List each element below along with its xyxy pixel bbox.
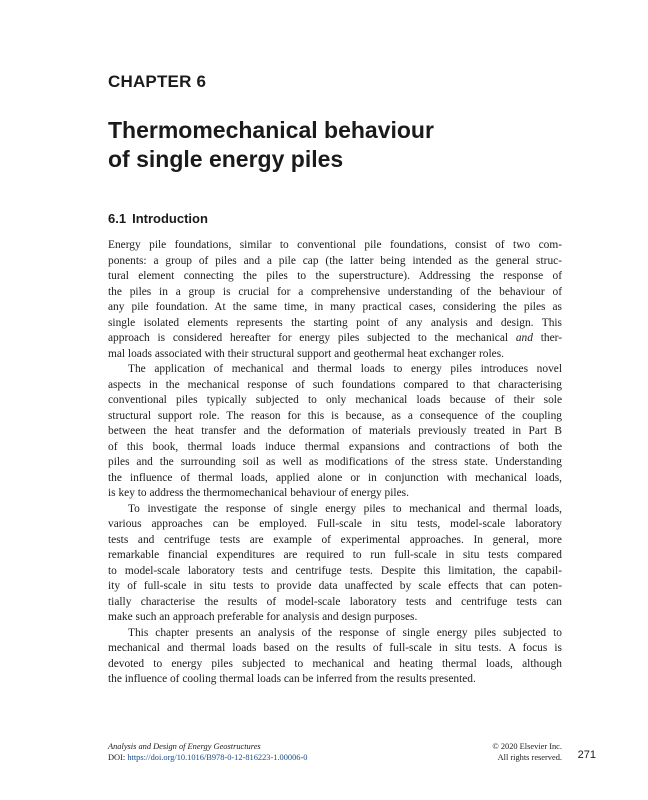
paragraph-1-line: any pile foundation. At the same time, in many practical cases, considering the piles as bbox=[108, 301, 562, 313]
paragraph-3-line: tests and centrifuge tests are example of experimental approaches. In general, more bbox=[108, 533, 562, 546]
paragraph-4-line: mechanical and thermal loads based on the results of full-scale in situ tests. A focus is bbox=[108, 642, 562, 654]
paragraph-2-line: conventional piles typically subjected to only mechanical loads because of their sole bbox=[108, 394, 562, 406]
paragraph-3-line: to model-scale laboratory tests and centrifuge tests. Despite this limitation, the capabil- bbox=[108, 564, 562, 577]
paragraph-3-line: tially characterise the results of model-scale laboratory tests and centrifuge tests can bbox=[108, 595, 562, 608]
footer-copyright bbox=[492, 741, 562, 763]
body-text bbox=[108, 238, 562, 688]
paragraph-3-line: ity of full-scale in situ tests to provide data unaffected by scale effects that can poten- bbox=[108, 580, 562, 592]
paragraph-1-line: tural element connecting the piles to the superstructure). Addressing the response of bbox=[108, 270, 562, 282]
chapter-title-line-1: Thermomechanical behaviour bbox=[108, 117, 434, 143]
section-heading bbox=[108, 211, 208, 226]
paragraph-2-line: structural support role. The reason for this is because, as a consequence of the coupling bbox=[108, 409, 562, 422]
page-number: 271 bbox=[577, 749, 596, 761]
chapter-label: CHAPTER 6 bbox=[108, 72, 207, 91]
book-title: Analysis and Design of Energy Geostructures bbox=[108, 742, 261, 751]
paragraph-2-line: the influence of thermal loads, applied alone or in conjunction with mechanical loads, bbox=[108, 471, 562, 484]
section-number: 6.1 bbox=[108, 211, 127, 226]
paragraph-1-line: mal loads associated with their structural support and geothermal heat exchanger roles. bbox=[108, 347, 505, 360]
paragraph-1-line7-end: ther- bbox=[532, 332, 562, 344]
section-title: Introduction bbox=[132, 211, 208, 226]
doi-label: DOI: bbox=[108, 753, 126, 762]
paragraph-1-line: the piles in a group is crucial for a comprehensive understanding of the behaviour of bbox=[108, 285, 562, 298]
paragraph-1-line: single isolated elements represents the starting point of any analysis and design. This bbox=[108, 316, 562, 329]
paragraph-4-line: the influence of cooling thermal loads can be inferred from the results presented. bbox=[108, 673, 476, 685]
doi-link[interactable]: https://doi.org/10.1016/B978-0-12-816223-1.00006-0 bbox=[127, 753, 308, 762]
doi-row bbox=[108, 752, 307, 763]
paragraph-1-line7-text: approach is considered hereafter for energy piles subjected to the mechanical bbox=[108, 332, 516, 344]
paragraph-3-line: remarkable financial expenditures are required to run full-scale in situ tests compared bbox=[108, 549, 562, 561]
paragraph-3-line: make such an approach preferable for analysis and design purposes. bbox=[108, 611, 418, 623]
paragraph-2-line: between the heat transfer and the deformation of materials previously treated in Part B bbox=[108, 425, 562, 437]
paragraph-1-line bbox=[108, 331, 562, 347]
paragraph-3-line: various approaches can be employed. Full-scale in situ tests, model-scale laboratory bbox=[108, 518, 562, 530]
paragraph-2-line: aspects in the mechanical response of such foundations compared to that characterising bbox=[108, 378, 562, 391]
emphasis-and: and bbox=[515, 332, 533, 344]
paragraph-2-line: is key to address the thermomechanical behaviour of energy piles. bbox=[108, 487, 409, 499]
paragraph-2-line: piles and the surrounding soil as well as modifications of the stress state. Understanding bbox=[108, 456, 562, 468]
paragraph-1-line: ponents: a group of piles and a pile cap (the latter being intended as the general struc- bbox=[108, 254, 562, 267]
chapter-title-line-2: of single energy piles bbox=[108, 146, 344, 172]
chapter-title bbox=[108, 116, 548, 174]
paragraph-1-line: Energy pile foundations, similar to conventional pile foundations, consist of two com- bbox=[108, 239, 562, 251]
copyright-text: © 2020 Elsevier Inc. bbox=[492, 742, 562, 751]
rights-text: All rights reserved. bbox=[497, 753, 562, 762]
paragraph-2-line: The application of mechanical and thermal loads to energy piles introduces novel bbox=[128, 363, 562, 375]
paragraph-4-line: devoted to energy piles subjected to mechanical and heating thermal loads, although bbox=[108, 657, 562, 670]
paragraph-4-line: This chapter presents an analysis of the response of single energy piles subjected to bbox=[128, 626, 562, 639]
paragraph-2-line: of this book, thermal loads induce thermal expansions and contractions of both the bbox=[108, 440, 562, 453]
footer-citation bbox=[108, 741, 307, 763]
paragraph-3-line: To investigate the response of single energy piles to mechanical and thermal loads, bbox=[128, 502, 562, 515]
